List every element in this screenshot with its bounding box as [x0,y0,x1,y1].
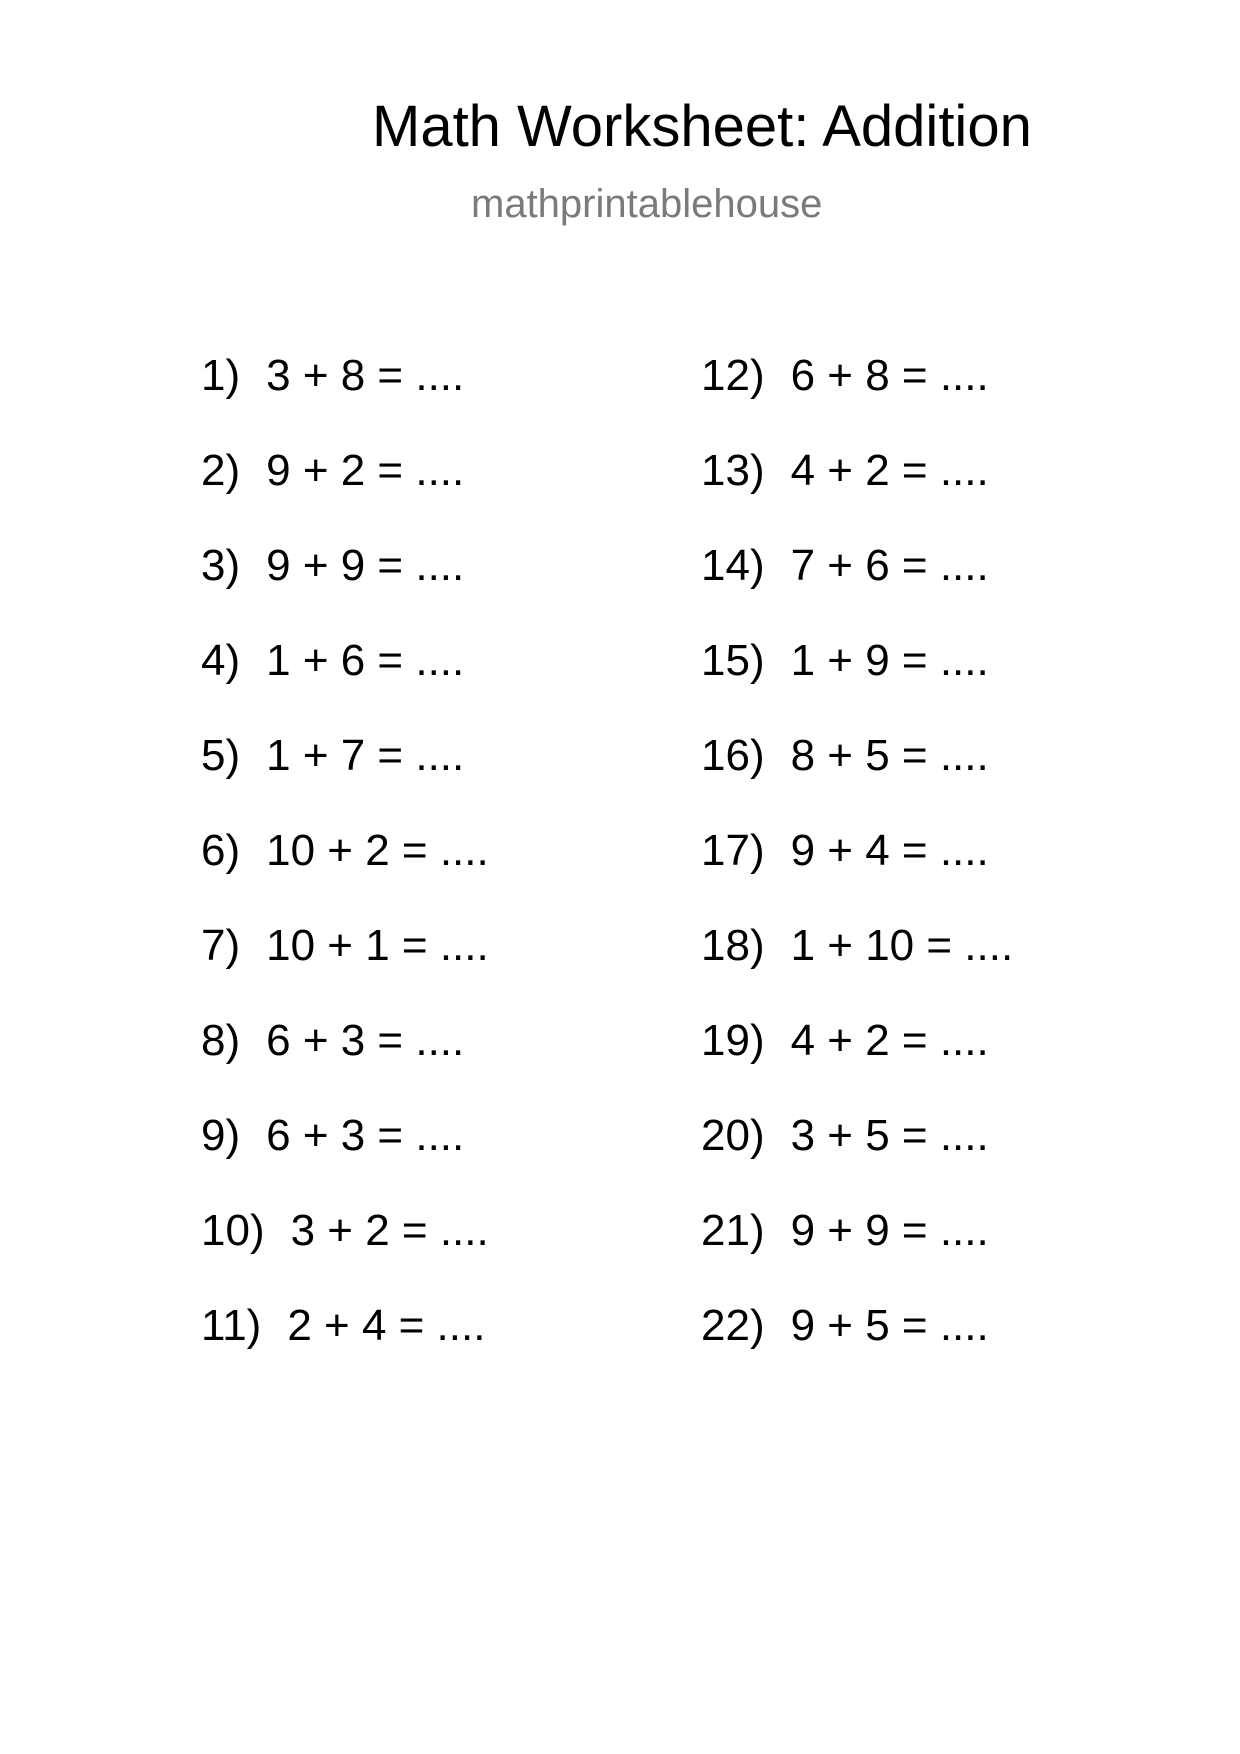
problem-number: 8) [201,1016,241,1065]
problem-expression: 9 + 9 = .... [266,541,465,590]
problem-number: 18) [701,921,765,970]
problem-expression: 1 + 7 = .... [266,731,465,780]
problem-4 [201,636,489,734]
problem-number: 17) [701,826,765,875]
problem-expression: 6 + 3 = .... [266,1016,465,1065]
problem-13 [701,446,1013,544]
problem-expression: 3 + 8 = .... [266,351,465,400]
problem-7 [201,921,489,1019]
problem-expression: 8 + 5 = .... [790,731,989,780]
worksheet-subtitle: mathprintablehouse [471,182,823,226]
problem-18 [701,921,1014,1019]
problem-15 [701,636,1013,734]
problem-number: 21) [701,1206,765,1255]
problem-10 [201,1206,489,1304]
problem-expression: 1 + 9 = .... [790,636,989,685]
problem-number: 12) [701,351,765,400]
problem-expression: 10 + 2 = .... [266,826,489,875]
problem-number: 3) [201,541,241,590]
problem-column-right [701,351,1014,1399]
problem-22 [701,1301,1013,1399]
problem-11 [201,1301,489,1399]
problem-number: 4) [201,636,241,685]
problem-expression: 9 + 5 = .... [790,1301,989,1350]
problem-expression: 10 + 1 = .... [266,921,489,970]
problem-expression: 4 + 2 = .... [790,1016,989,1065]
worksheet-title: Math Worksheet: Addition [372,94,1032,159]
problem-expression: 2 + 4 = .... [287,1301,486,1350]
problem-number: 13) [701,446,765,495]
problem-column-left [201,351,489,1399]
problem-2 [201,446,489,544]
problem-expression: 9 + 2 = .... [266,446,465,495]
problem-number: 2) [201,446,241,495]
problem-expression: 9 + 4 = .... [790,826,989,875]
problem-12 [701,351,1013,449]
problem-expression: 7 + 6 = .... [790,541,989,590]
problem-9 [201,1111,489,1209]
problem-17 [701,826,1013,924]
problem-16 [701,731,1013,829]
problem-19 [701,1016,1013,1114]
problem-21 [701,1206,1013,1304]
problem-number: 10) [201,1206,265,1255]
problem-number: 20) [701,1111,765,1160]
problem-number: 19) [701,1016,765,1065]
problem-6 [201,826,489,924]
problem-14 [701,541,1013,639]
problem-number: 9) [201,1111,241,1160]
problem-expression: 6 + 3 = .... [266,1111,465,1160]
problem-number: 16) [701,731,765,780]
problem-expression: 9 + 9 = .... [790,1206,989,1255]
problem-number: 6) [201,826,241,875]
problem-number: 7) [201,921,241,970]
problem-expression: 6 + 8 = .... [790,351,989,400]
problem-expression: 3 + 2 = .... [290,1206,489,1255]
problem-number: 15) [701,636,765,685]
problem-number: 22) [701,1301,765,1350]
problem-number: 11) [201,1301,262,1350]
problem-expression: 3 + 5 = .... [790,1111,989,1160]
problem-20 [701,1111,1013,1209]
problem-1 [201,351,489,449]
problem-expression: 4 + 2 = .... [790,446,989,495]
problem-8 [201,1016,489,1114]
problem-number: 14) [701,541,765,590]
problem-number: 5) [201,731,241,780]
problem-number: 1) [201,351,241,400]
problem-3 [201,541,489,639]
problem-expression: 1 + 10 = .... [790,921,1014,970]
problem-expression: 1 + 6 = .... [266,636,465,685]
problem-5 [201,731,489,829]
